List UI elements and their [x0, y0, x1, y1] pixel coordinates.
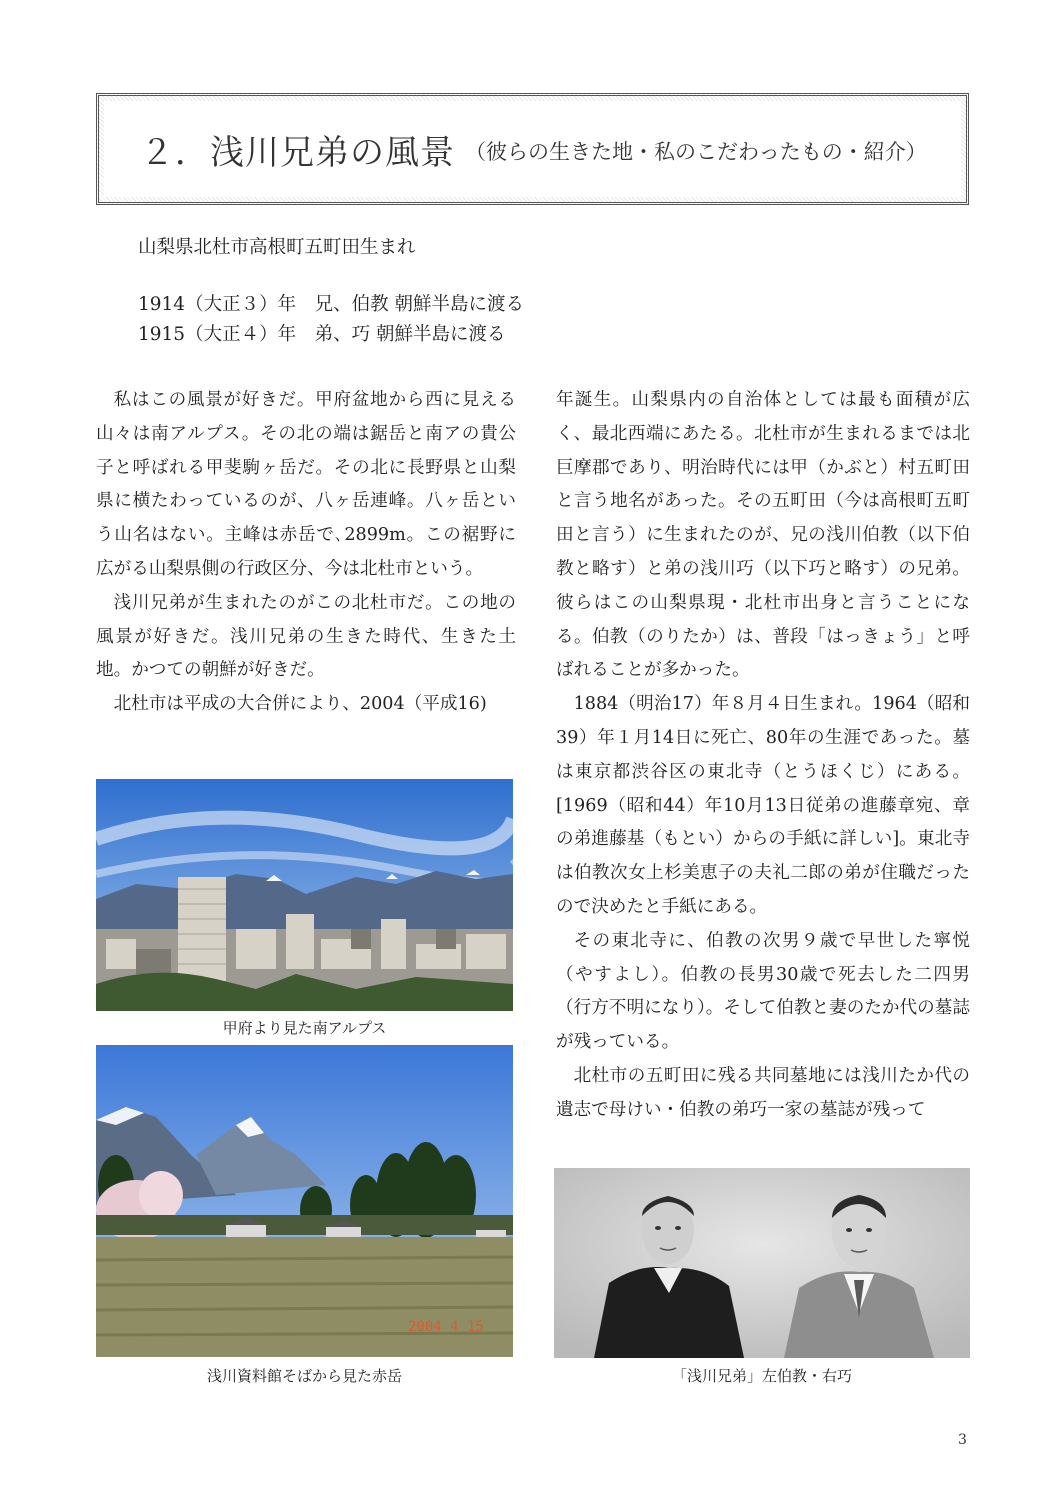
timeline-line-1915: 1915（大正４）年 弟、巧 朝鮮半島に渡る: [138, 324, 506, 345]
brothers-portrait-illustration: [554, 1168, 970, 1358]
paragraph: 北杜市の五町田に残る共同墓地には浅川たか代の遺志で母けい・伯教の弟巧一家の墓誌が残って: [556, 1065, 970, 1120]
section-title: ２．浅川兄弟の風景: [140, 132, 455, 173]
page-number: 3: [958, 1432, 967, 1448]
right-column-text: [556, 384, 970, 1128]
left-column-text: [96, 384, 516, 722]
paragraph: 浅川兄弟が生まれたのがこの北杜市だ。この地の風景が好きだ。浅川兄弟の生きた時代、生きた土地。かつての朝鮮が好きだ。: [96, 592, 516, 681]
paragraph: 私はこの風景が好きだ。甲府盆地から西に見える山々は南アルプス。その北の端は鋸岳と南アの貴公子と呼ばれる甲斐駒ヶ岳だ。その北に長野県と山梨県に横たわっているのが、八ヶ岳連峰。八ヶ岳という山名はない。主峰は赤岳で､2899m。この裾野に広がる山梨県側の行政区分、今は北杜市という。: [96, 390, 516, 579]
photo-date-stamp: 2004 4 15: [408, 1319, 484, 1335]
paragraph: その東北寺に、伯教の次男９歳で早世した寧悦（やすよし）。伯教の長男30歳で死去した二四男（行方不明になり）。そして伯教と妻のたか代の墓誌が残っている。: [556, 930, 970, 1053]
paragraph: 年誕生。山梨県内の自治体としては最も面積が広く、最北西端にあたる。北杜市が生まれるまでは北巨摩郡であり、明治時代には甲（かぶと）村五町田と言う地名があった。その五町田（今は高根町五町田と言う）に生まれたのが、兄の浅川伯教（以下伯教と略す）と弟の浅川巧（以下巧と略す）の兄弟。彼らはこの山梨県現・北杜市出身と言うことになる。伯教（のりたか）は、普段「はっきょう」と呼ばれることが多かった。: [556, 390, 970, 681]
akadake-photo-caption: 浅川資料館そばから見た赤岳: [206, 1367, 402, 1385]
kofu-city-photo: [96, 779, 513, 1011]
paragraph: 1884（明治17）年８月４日生まれ。1964（昭和39）年１月14日に死亡、80年の生涯であった。墓は東京都渋谷区の東北寺（とうほくじ）にある。[1969（昭和44）年10月13日従弟の進藤章宛、章の弟進藤基（もとい）からの手紙に詳しい]。東北寺は伯教次女上杉美恵子の夫礼二郎の弟が住職だったので決めたと手紙にある。: [556, 694, 970, 917]
section-title-box: [96, 93, 969, 205]
brothers-photo-caption: 「浅川兄弟」左伯教・右巧: [671, 1367, 852, 1385]
akadake-illustration: [96, 1045, 513, 1357]
paragraph: 北杜市は平成の大合併により、2004（平成16): [113, 694, 487, 715]
section-subtitle: （彼らの生きた地・私のこだわったもの・紹介）: [465, 140, 927, 164]
timeline-line-1914: 1914（大正３）年 兄、伯教 朝鮮半島に渡る: [138, 294, 524, 315]
birthplace-line: 山梨県北杜市高根町五町田生まれ: [138, 237, 416, 258]
kofu-photo-caption: 甲府より見た南アルプス: [222, 1019, 387, 1037]
kofu-city-illustration: [96, 779, 513, 1011]
asakawa-brothers-photo: [554, 1168, 970, 1358]
akadake-photo: [96, 1045, 513, 1357]
section-title-inner: [104, 101, 961, 197]
